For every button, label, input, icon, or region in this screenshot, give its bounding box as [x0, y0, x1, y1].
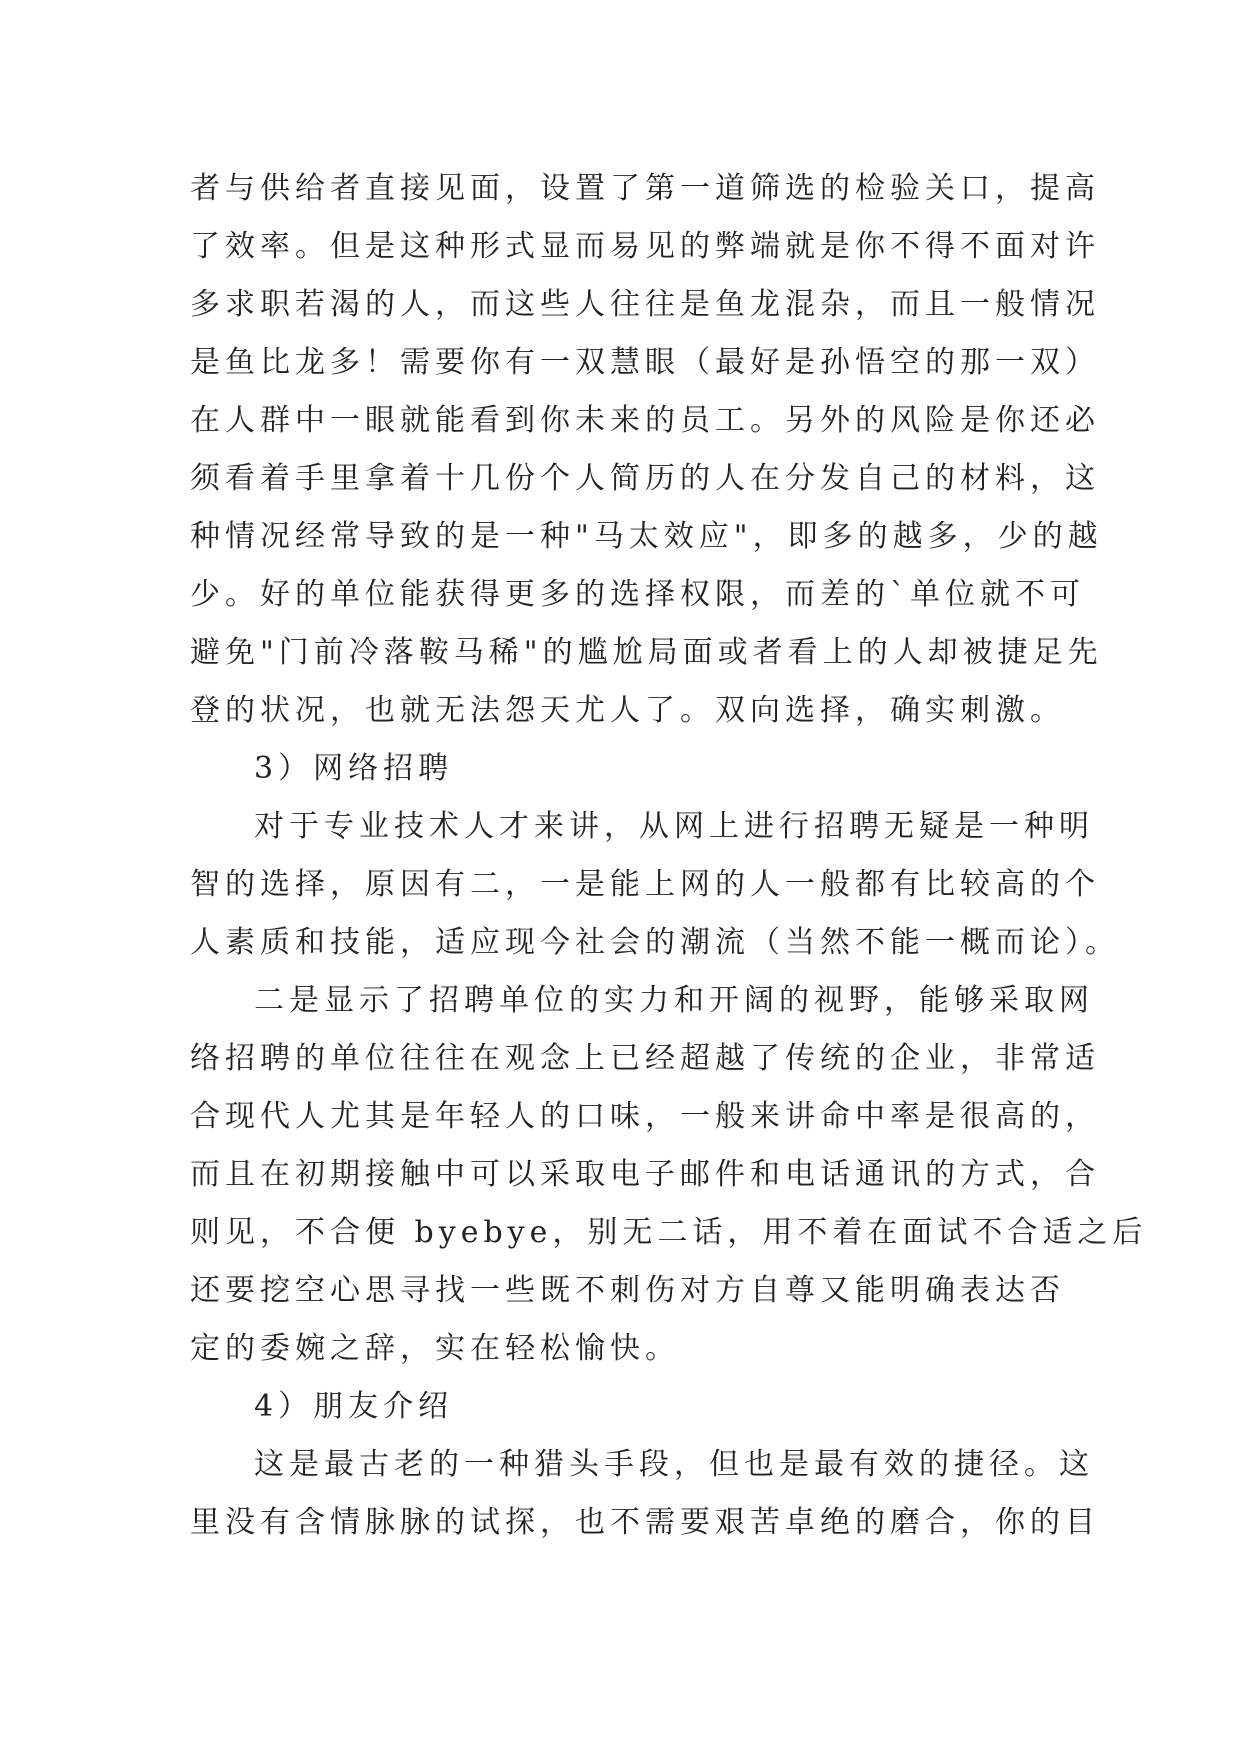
text-line: 还要挖空心思寻找一些既不刺伤对方自尊又能明确表达否 — [190, 1273, 1065, 1308]
text-line: 须看着手里拿着十几份个人简历的人在分发自己的材料，这 — [190, 461, 1100, 496]
text-line: 合现代人尤其是年轻人的口味，一般来讲命中率是很高的， — [190, 1099, 1100, 1134]
text-line: 络招聘的单位往往在观念上已经超越了传统的企业，非常适 — [190, 1041, 1100, 1076]
text-line: 登的状况，也就无法怨天尤人了。双向选择，确实刺激。 — [190, 693, 1065, 728]
body-text — [190, 160, 1148, 1552]
text-line: 里没有含情脉脉的试探，也不需要艰苦卓绝的磨合，你的目 — [190, 1505, 1100, 1540]
text-line: 而且在初期接触中可以采取电子邮件和电话通讯的方式，合 — [190, 1157, 1100, 1192]
text-line: 少。好的单位能获得更多的选择权限，而差的`单位就不可 — [190, 577, 1085, 612]
section-heading: 4）朋友介绍 — [254, 1389, 454, 1424]
text-line: 在人群中一眼就能看到你未来的员工。另外的风险是你还必 — [190, 403, 1100, 438]
text-line: 者与供给者直接见面，设置了第一道筛选的检验关口，提高 — [190, 171, 1100, 206]
section-heading: 3）网络招聘 — [254, 751, 454, 786]
text-line: 这是最古老的一种猎头手段，但也是最有效的捷径。这 — [254, 1447, 1094, 1482]
text-line: 避免"门前冷落鞍马稀"的尴尬局面或者看上的人却被捷足先 — [190, 635, 1103, 670]
text-line: 智的选择，原因有二，一是能上网的人一般都有比较高的个 — [190, 867, 1100, 902]
text-line: 则见，不合便 byebye，别无二话，用不着在面试不合适之后 — [190, 1215, 1148, 1250]
text-line: 定的委婉之辞，实在轻松愉快。 — [190, 1331, 680, 1366]
text-line: 是鱼比龙多！需要你有一双慧眼（最好是孙悟空的那一双） — [190, 345, 1100, 380]
text-line: 种情况经常导致的是一种"马太效应"，即多的越多，少的越 — [190, 519, 1103, 554]
text-line: 了效率。但是这种形式显而易见的弊端就是你不得不面对许 — [190, 229, 1100, 264]
text-line: 二是显示了招聘单位的实力和开阔的视野，能够采取网 — [254, 983, 1094, 1018]
text-line: 多求职若渴的人，而这些人往往是鱼龙混杂，而且一般情况 — [190, 287, 1100, 322]
text-line: 人素质和技能，适应现今社会的潮流（当然不能一概而论）。 — [190, 925, 1120, 960]
text-line: 对于专业技术人才来讲，从网上进行招聘无疑是一种明 — [254, 809, 1094, 844]
